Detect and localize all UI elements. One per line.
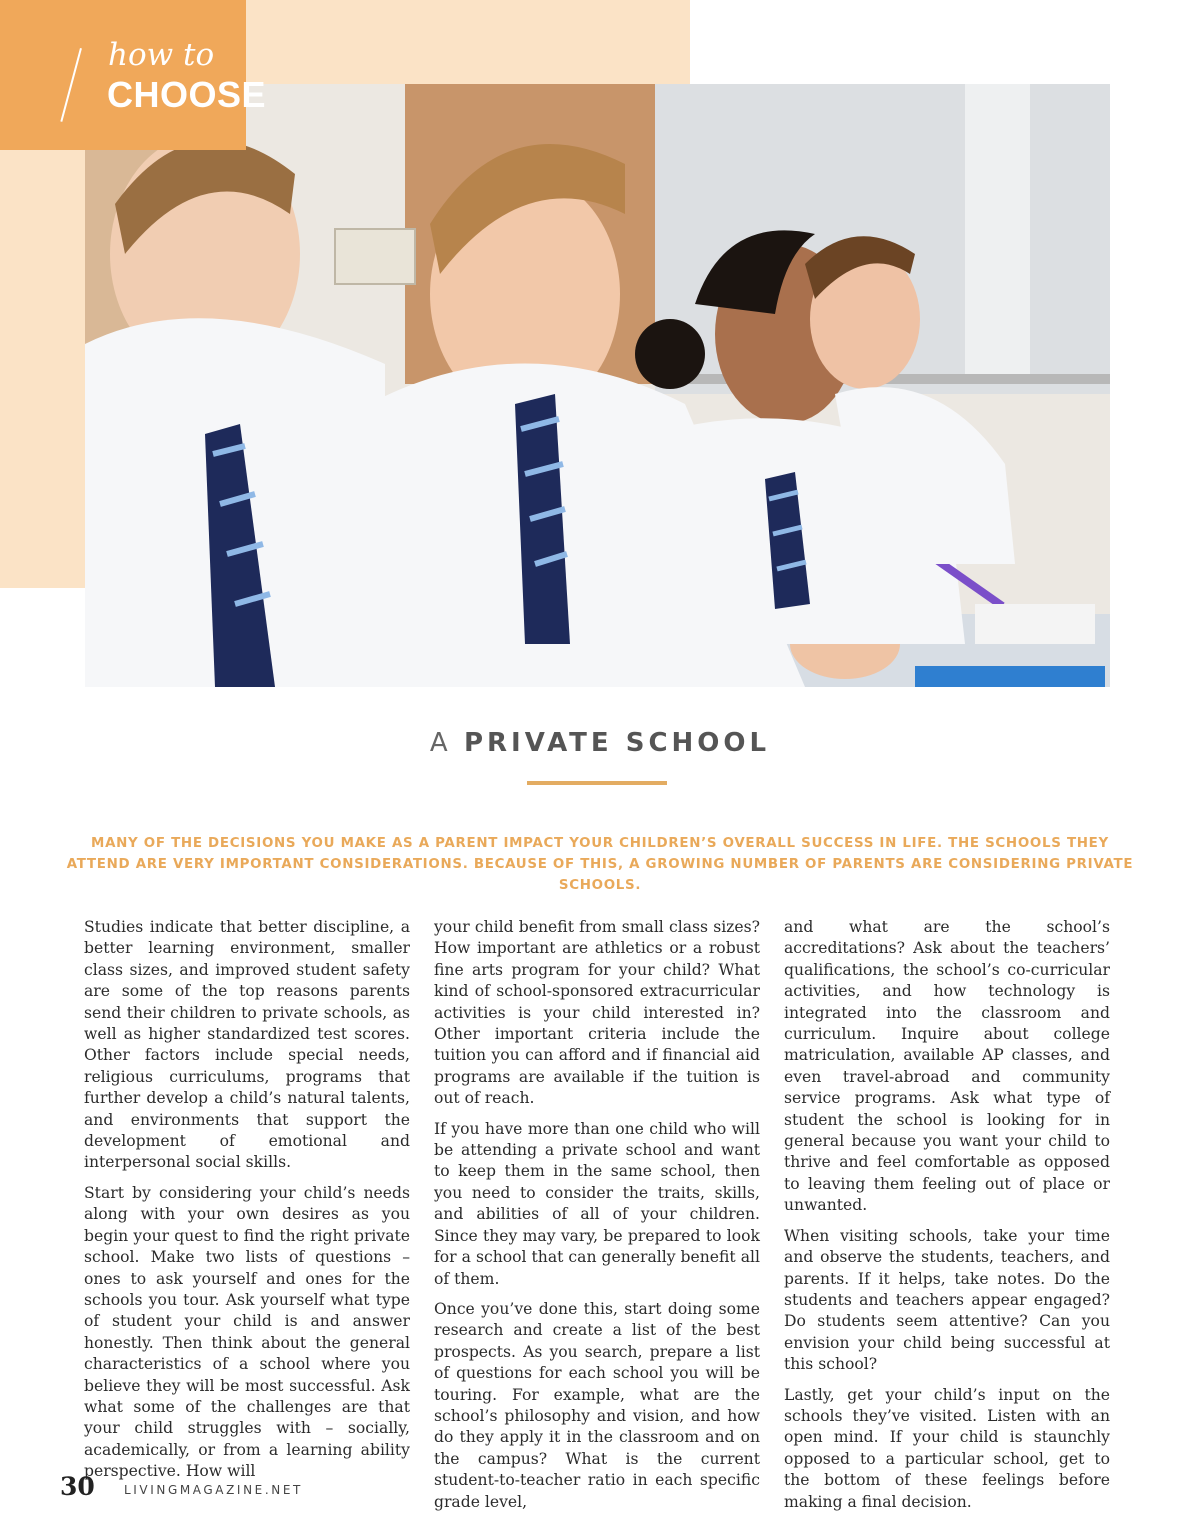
paragraph: When visiting schools, take your time and observe the students, teachers, and parents. If it helps, take notes. Do the students and teachers appear engaged? Do students seem attentive? Can you envision your child being successful at this school? bbox=[784, 1226, 1110, 1374]
intro-deck: MANY OF THE DECISIONS YOU MAKE AS A PARENT IMPACT YOUR CHILDREN’S OVERALL SUCCESS IN LIFE. THE SCHOOLS THEY ATTEND ARE VERY IMPORTANT CONSIDERATIONS. BECAUSE OF THIS, A GROWING NUMBER OF PARENTS ARE CONSIDERING PRIVATE SCHOOLS. bbox=[66, 836, 1134, 893]
paragraph: Once you’ve done this, start doing some research and create a list of the best prospects. As you search, prepare a list of questions for each school you will be touring. For example, what are the school’s philosophy and vision, and how do they apply it in the classroom and on the campus? What is the current student-to-teacher ratio in each specific grade level, bbox=[434, 1299, 760, 1511]
article-heading-prefix: A bbox=[429, 728, 452, 758]
paragraph: If you have more than one child who will be attending a private school and want to keep them in the same school, then you need to consider the traits, skills, and abilities of all of your children. Since they may vary, be prepared to look for a school that can generally benefit all of them. bbox=[434, 1119, 760, 1288]
heading-underline bbox=[527, 781, 667, 785]
section-tag-line2: CHOOSE bbox=[107, 74, 267, 115]
body-column-3 bbox=[784, 917, 1110, 1522]
paragraph: and what are the school’s accreditations? Ask about the teachers’ qualifications, the school’s co-curricular activities, and how technology is integrated into the classroom and curriculum. Inquire about college matriculation, available AP classes, and even travel-abroad and community service programs. Ask what type of student the school is looking for in general because you want your child to thrive and feel comfortable as opposed to leaving them feeling out of place or unwanted. bbox=[784, 918, 1110, 1215]
article-heading bbox=[0, 728, 1200, 758]
body-column-2 bbox=[434, 917, 760, 1522]
slash-divider bbox=[60, 48, 82, 122]
site-url[interactable]: LIVINGMAGAZINE.NET bbox=[124, 1483, 303, 1497]
article-heading-title: PRIVATE SCHOOL bbox=[463, 728, 771, 758]
section-tag-line1: how to bbox=[108, 37, 215, 73]
paragraph: Start by considering your child’s needs along with your own desires as you begin your quest to find the right private school. Make two lists of questions – ones to ask yourself and ones for the schools you tour. Ask yourself what type of student your child is and answer honestly. Then think about the general characteristics of a school where you believe they will be most successful. Ask what some of the challenges are that your child struggles with – socially, academically, or from a learning ability perspective. How will bbox=[84, 1183, 410, 1481]
section-tag bbox=[0, 0, 267, 150]
hero-photo bbox=[85, 84, 1110, 687]
peach-background-side bbox=[0, 84, 85, 588]
paragraph: Lastly, get your child’s input on the schools they’ve visited. Listen with an open mind. If your child is staunchly opposed to a particular school, get to the bottom of these feelings before making a final decision. bbox=[784, 1385, 1110, 1511]
paragraph: your child benefit from small class sizes? How important are athletics or a robust fine arts program for your child? What kind of school-sponsored extracurricular activities is your child interested in? Other important criteria include the tuition you can afford and if financial aid programs are available if the tuition is out of reach. bbox=[434, 918, 760, 1108]
paragraph: Studies indicate that better discipline, a better learning environment, smaller class sizes, and improved student safety are some of the top reasons parents send their children to private schools, as well as higher standardized test scores. Other factors include special needs, religious curriculums, programs that further develop a child’s natural talents, and environments that support the development of emotional and interpersonal social skills. bbox=[84, 918, 410, 1172]
body-column-1 bbox=[84, 917, 410, 1492]
page-number: 30 bbox=[60, 1472, 95, 1501]
